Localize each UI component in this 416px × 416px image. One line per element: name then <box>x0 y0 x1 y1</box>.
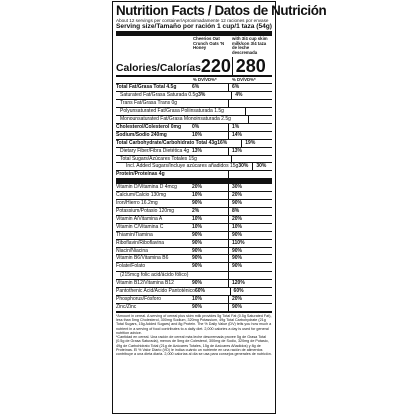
nutrient-name: Pantothenic Acid/Ácido Pantoténico <box>116 287 195 294</box>
vitamin-row <box>116 287 272 295</box>
nutrient-name: Thiamin/Tiamina <box>116 231 153 238</box>
column-header-with-milk: with 3/4 cup skim milk/con 3/4 taza de leche descremada <box>232 36 268 55</box>
dv-with-milk <box>228 171 272 178</box>
dv-with-milk: 30% <box>252 163 272 170</box>
nutrient-row <box>116 147 272 155</box>
nutrient-name: Iron/Hierro 16.2mg <box>116 200 158 207</box>
nutrient-table <box>116 83 272 178</box>
nutrient-name: Vitamin B6/Vitamina B6 <box>116 255 169 262</box>
nutrient-row <box>116 131 272 139</box>
nutrient-name: Dietary Fiber/Fibra Dietética 4g <box>120 147 190 154</box>
dv-cereal: 90% <box>192 255 203 262</box>
servings-per-container: About 12 servings per container/Aproximadamente 12 raciones por envase <box>116 18 269 23</box>
dv-cereal: 10% <box>192 131 203 138</box>
serving-size-value: 1 cup/1 taza (54g) <box>217 23 272 30</box>
dv-with-milk: 13% <box>228 148 272 155</box>
footnote-spanish: *Cantidad en cereal. Una ración de cereal más leche descremada provee 5g de Grasa Total (0.5g de Grasa Saturada), menos de 5mg de Colesterol, 300mg de Sodio, 320mg de Potasio, 49g de Carbohidrato Total (21g de Azúcares Totales, 15g de Azúcares Añadidos) y 8g de Proteínas. El % Valor Diario (VD) le indica cuánto un nutriente en una ración de alimentos contribuye a una dieta diaria. 2,000 calorías al día se usa para consejos generales de nutrición. <box>116 335 272 356</box>
serving-size-row <box>116 23 272 31</box>
dv-cereal: 10% <box>192 295 203 302</box>
dv-cereal: 20% <box>192 184 203 191</box>
vitamin-row <box>116 247 272 255</box>
nutrient-name: Monounsaturated Fat/Grasa Monoinsaturada 2.5g <box>120 116 231 122</box>
nutrient-row <box>116 91 272 99</box>
serving-size-label: Serving size/Tamaño por ración <box>116 23 216 30</box>
footnote: *Amount in cereal. A serving of cereal plus skim milk provides 5g Total Fat (0.5g Saturated Fat), less than 5mg Cholesterol, 300mg Sodium, 320mg Potassium, 49g Total Carbohydrate (21g Total Sugars, 15g Added Sugars) and 8g Protein. The % Daily Value (DV) tells you how much a nutrient in a serving of food contributes to a daily diet. 2,000 calories a day is used for general nutrition advice. <box>116 313 272 335</box>
dv-with-milk <box>228 272 272 279</box>
nutrient-name: Niacin/Niacina <box>116 247 148 254</box>
dv-with-milk: 60% <box>230 288 272 295</box>
dv-with-milk: 90% <box>228 304 272 311</box>
dv-cereal <box>192 171 228 178</box>
nutrient-name: Riboflavin/Riboflavina <box>116 239 165 246</box>
dv-cereal: 30% <box>238 163 249 170</box>
vitamin-row <box>116 279 272 287</box>
dv-with-milk: 8% <box>228 208 272 215</box>
nutrient-name: Total Fat/Grasa Total 4.5g <box>116 84 177 91</box>
nutrient-name: Potassium/Potasio 120mg <box>116 207 175 214</box>
nutrient-name: Vitamin D/Vitamina D 4mcg <box>116 184 177 191</box>
dv-cereal <box>224 108 245 115</box>
nutrient-row <box>116 107 272 115</box>
vitamin-row <box>116 183 272 191</box>
nutrient-name: Phosphorus/Fósforo <box>116 295 162 302</box>
nutrient-name: Vitamin B12/Vitamina B12 <box>116 280 174 287</box>
nutrient-row <box>116 162 272 170</box>
dv-cereal: 3% <box>198 92 206 99</box>
nutrient-name: Protein/Proteínas 4g <box>116 171 165 178</box>
nutrient-name: Vitamin A/Vitamina A <box>116 215 163 222</box>
nutrient-row <box>116 155 272 163</box>
dv-with-milk: 6% <box>228 84 272 91</box>
nutrient-name: Trans Fat/Grasa Trans 0g <box>120 100 178 107</box>
dv-with-milk: 1% <box>228 124 272 131</box>
dv-with-milk <box>231 156 272 163</box>
dv-cereal: 90% <box>192 239 203 246</box>
vitamin-row <box>116 303 272 311</box>
nutrient-row <box>116 83 272 91</box>
dv-with-milk: 110% <box>228 240 272 247</box>
dv-header-cereal: % DV/VD%* <box>193 77 217 83</box>
label-title: Nutrition Facts / Datos de Nutrición <box>116 3 327 18</box>
vitamin-row <box>116 262 272 271</box>
dv-cereal <box>197 156 231 163</box>
vitamin-row <box>116 239 272 247</box>
nutrient-name: Total Sugars/Azúcares Totales 15g <box>120 155 197 162</box>
calories-row <box>116 55 272 75</box>
nutrient-name: Saturated Fat/Grasa Saturada 0.5g <box>120 92 199 99</box>
nutrient-row <box>116 115 272 123</box>
vitamin-row <box>116 254 272 262</box>
dv-with-milk: 4% <box>231 92 272 99</box>
dv-cereal: 16% <box>217 139 228 146</box>
dv-cereal: 10% <box>192 223 203 230</box>
dv-with-milk: 120% <box>228 280 272 287</box>
dv-cereal <box>231 116 249 123</box>
dv-cereal: 90% <box>192 263 203 270</box>
dv-cereal <box>192 100 228 107</box>
nutrient-name: Sodium/Sodio 240mg <box>116 131 167 138</box>
vitamin-row <box>116 295 272 303</box>
nutrient-name: (215mcg folic acid/ácido fólico) <box>120 272 189 279</box>
dv-with-milk: 20% <box>228 192 272 199</box>
dv-with-milk: 90% <box>228 232 272 239</box>
dv-with-milk: 19% <box>241 140 272 147</box>
dv-with-milk: 20% <box>228 296 272 303</box>
dv-cereal: 60% <box>194 287 205 294</box>
dv-with-milk: 90% <box>228 200 272 207</box>
dv-with-milk: 90% <box>228 263 272 271</box>
dv-cereal: 90% <box>192 231 203 238</box>
dv-cereal: 90% <box>192 200 203 207</box>
nutrient-name: Incl. Added Sugars/Incluye azúcares añadidos 15g <box>126 163 239 170</box>
calories-label: Calories/Calorías <box>116 63 201 75</box>
calories-with-milk: 280 <box>232 57 272 75</box>
nutrient-row <box>116 139 272 147</box>
vitamin-row <box>116 191 272 199</box>
nutrient-row <box>116 123 272 131</box>
dv-cereal: 6% <box>192 84 200 91</box>
dv-with-milk: 20% <box>228 216 272 223</box>
nutrient-name: Calcium/Calcio 130mg <box>116 192 167 199</box>
nutrient-row <box>116 99 272 107</box>
dv-with-milk: 30% <box>228 184 272 191</box>
dv-cereal: 10% <box>192 215 203 222</box>
nutrient-name: Cholesterol/Colesterol 0mg <box>116 123 182 130</box>
dv-cereal: 90% <box>192 247 203 254</box>
vitamin-row <box>116 207 272 215</box>
dv-with-milk <box>245 108 272 115</box>
dv-cereal: 90% <box>192 303 203 310</box>
nutrient-row <box>116 170 272 178</box>
dv-with-milk: 14% <box>228 132 272 139</box>
dv-with-milk: 90% <box>228 255 272 262</box>
column-headers <box>116 36 272 55</box>
vitamin-row <box>116 199 272 207</box>
dv-cereal: 0% <box>192 123 200 130</box>
vitamin-row <box>116 215 272 223</box>
dv-with-milk: 90% <box>228 248 272 255</box>
dv-cereal: 2% <box>192 207 200 214</box>
nutrient-name: Polyunsaturated Fat/Grasa Poliinsaturada 1.5g <box>120 108 224 115</box>
nutrient-name: Zinc/Zinc <box>116 303 137 310</box>
column-header-cereal: Cheerios Oat Crunch Oats 'N Honey <box>193 36 225 51</box>
dv-header-with-milk: % DV/VD%* <box>232 77 256 83</box>
dv-with-milk <box>228 100 272 107</box>
nutrition-facts-label <box>112 1 327 414</box>
calories-cereal: 220 <box>200 56 231 77</box>
vitamin-row <box>116 223 272 231</box>
dv-cereal: 90% <box>192 280 203 287</box>
nutrient-name: Vitamin C/Vitamina C <box>116 223 164 230</box>
vitamin-row <box>116 271 272 279</box>
vitamin-row <box>116 231 272 239</box>
vitamin-table <box>116 183 272 310</box>
nutrient-name: Folate/Folato <box>116 263 146 270</box>
dv-with-milk: 10% <box>228 224 272 231</box>
dv-with-milk <box>248 116 272 123</box>
dv-cereal <box>192 272 228 279</box>
dv-cereal: 13% <box>192 147 203 154</box>
nutrient-name: Total Carbohydrate/Carbohidrato Total 43g <box>116 139 218 146</box>
dv-cereal: 10% <box>192 192 203 199</box>
